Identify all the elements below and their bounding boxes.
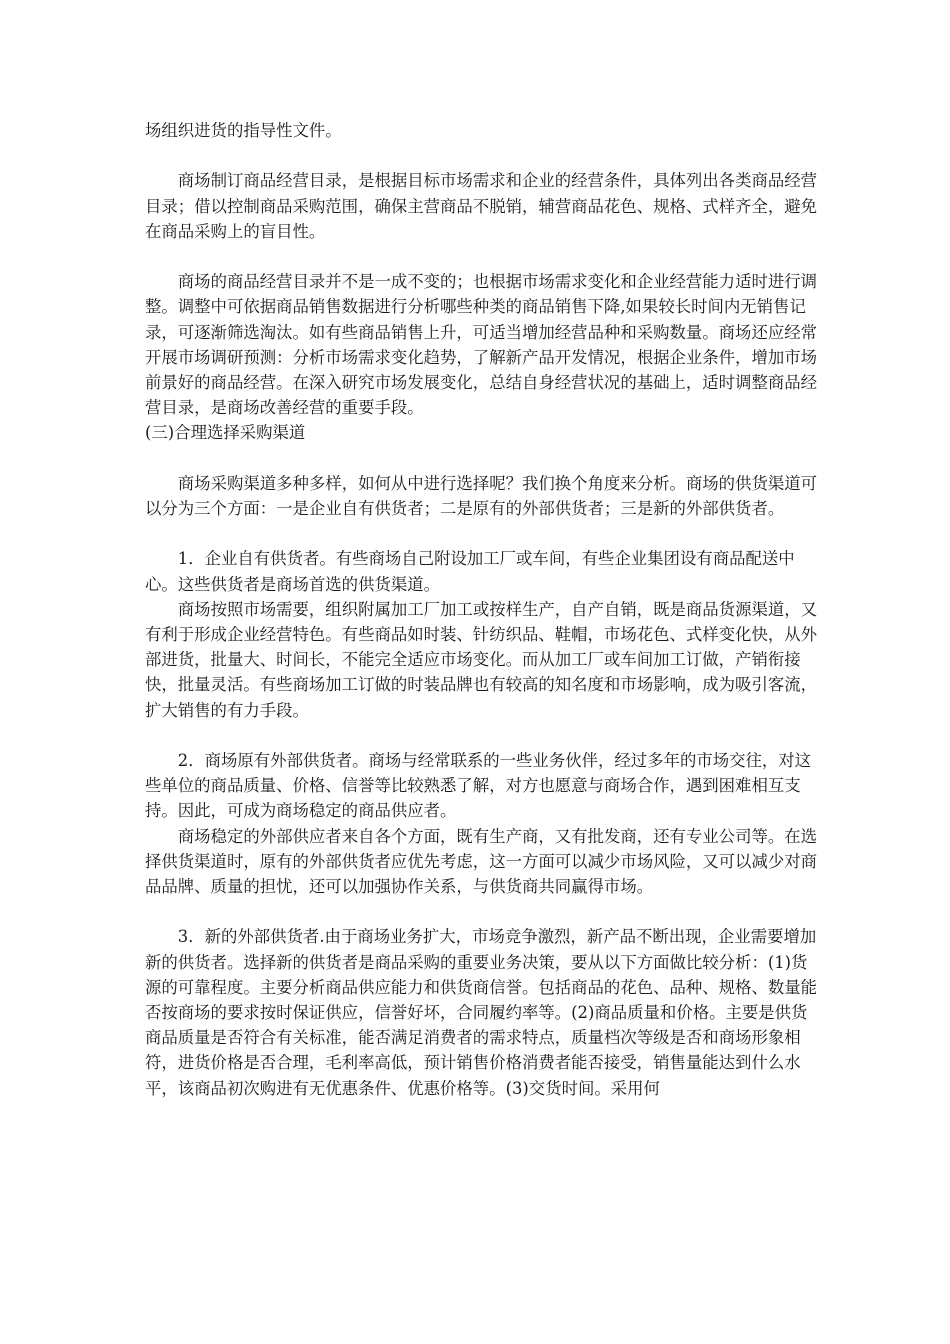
paragraph-existing-suppliers-detail: 商场稳定的外部供应者来自各个方面，既有生产商，又有批发商，还有专业公司等。在选择供货渠道时，原有的外部供货者应优先考虑，这一方面可以减少市场风险，又可以减少对商品品牌、质量的担忧，还可以加强协作关系，与供货商共同赢得市场。	[145, 826, 818, 897]
paragraph-existing-suppliers: 2．商场原有外部供货者。商场与经常联系的一些业务伙伴，经过多年的市场交往，对这些单位的商品质量、价格、信誉等比较熟悉了解，对方也愿意与商场合作，遇到困难相互支持。因此，可成为商场稳定的商品供应者。	[145, 751, 812, 821]
paragraph-new-suppliers: 3．新的外部供货者.由于商场业务扩大，市场竞争激烈，新产品不断出现，企业需要增加新的供货者。选择新的供货者是商品采购的重要业务决策，要从以下方面做比较分析：(1)货源的可靠程度。主要分析商品供应能力和供货商信誉。包括商品的花色、品种、规格、数量能否按商场的要求按时保证供应，信誉好坏，合同履约率等。(2)商品质量和价格。主要是供货商品质量是否符合有关标准，能否满足消费者的需求特点，质量档次等级是否和商场形象相符，进货价格是否合理，毛利率高低，预计销售价格消费者能否接受，销售量能达到什么水平，该商品初次购进有无优惠条件、优惠价格等。(3)交货时间。采用何	[145, 927, 818, 1098]
paragraph-own-suppliers: 1．企业自有供货者。有些商场自己附设加工厂或车间，有些企业集团设有商品配送中心。这些供货者是商场首选的供货渠道。	[145, 549, 795, 594]
paragraph-continuation: 场组织进货的指导性文件。	[145, 121, 342, 140]
paragraph-own-suppliers-detail: 商场按照市场需要，组织附属加工厂加工或按样生产，自产自销，既是商品货源渠道，又有利于形成企业经营特色。有些商品如时装、针纺织品、鞋帽，市场花色、式样变化快，从外部进货，批量大、时间长，不能完全适应市场变化。而从加工厂或车间加工订做，产销衔接快，批量灵活。有些商场加工订做的时装品牌也有较高的知名度和市场影响，成为吸引客流，扩大销售的有力手段。	[145, 599, 818, 720]
section-heading-channels: (三)合理选择采购渠道	[145, 423, 306, 443]
paragraph-catalog-adjustment: 商场的商品经营目录并不是一成不变的；也根据市场需求变化和企业经营能力适时进行调整。调整中可依据商品销售数据进行分析哪些种类的商品销售下降,如果较长时间内无销售记录，可逐渐筛选淘汰。如有些商品销售上升，可适当增加经营品种和采购数量。商场还应经常开展市场调研预测：分析市场需求变化趋势，了解新产品开发情况，根据企业条件，增加市场前景好的商品经营。在深入研究市场发展变化，总结自身经营状况的基础上，适时调整商品经营目录，是商场改善经营的重要手段。	[145, 272, 818, 418]
document-body	[145, 118, 821, 1101]
paragraph-channels-intro: 商场采购渠道多种多样，如何从中进行选择呢？我们换个角度来分析。商场的供货渠道可以分为三个方面：一是企业自有供货者；二是原有的外部供货者；三是新的外部供货者。	[145, 473, 818, 518]
paragraph-catalog-purpose: 商场制订商品经营目录，是根据目标市场需求和企业的经营条件，具体列出各类商品经营目录；借以控制商品采购范围，确保主营商品不脱销，辅营商品花色、规格、式样齐全，避免在商品采购上的盲目性。	[145, 171, 818, 241]
